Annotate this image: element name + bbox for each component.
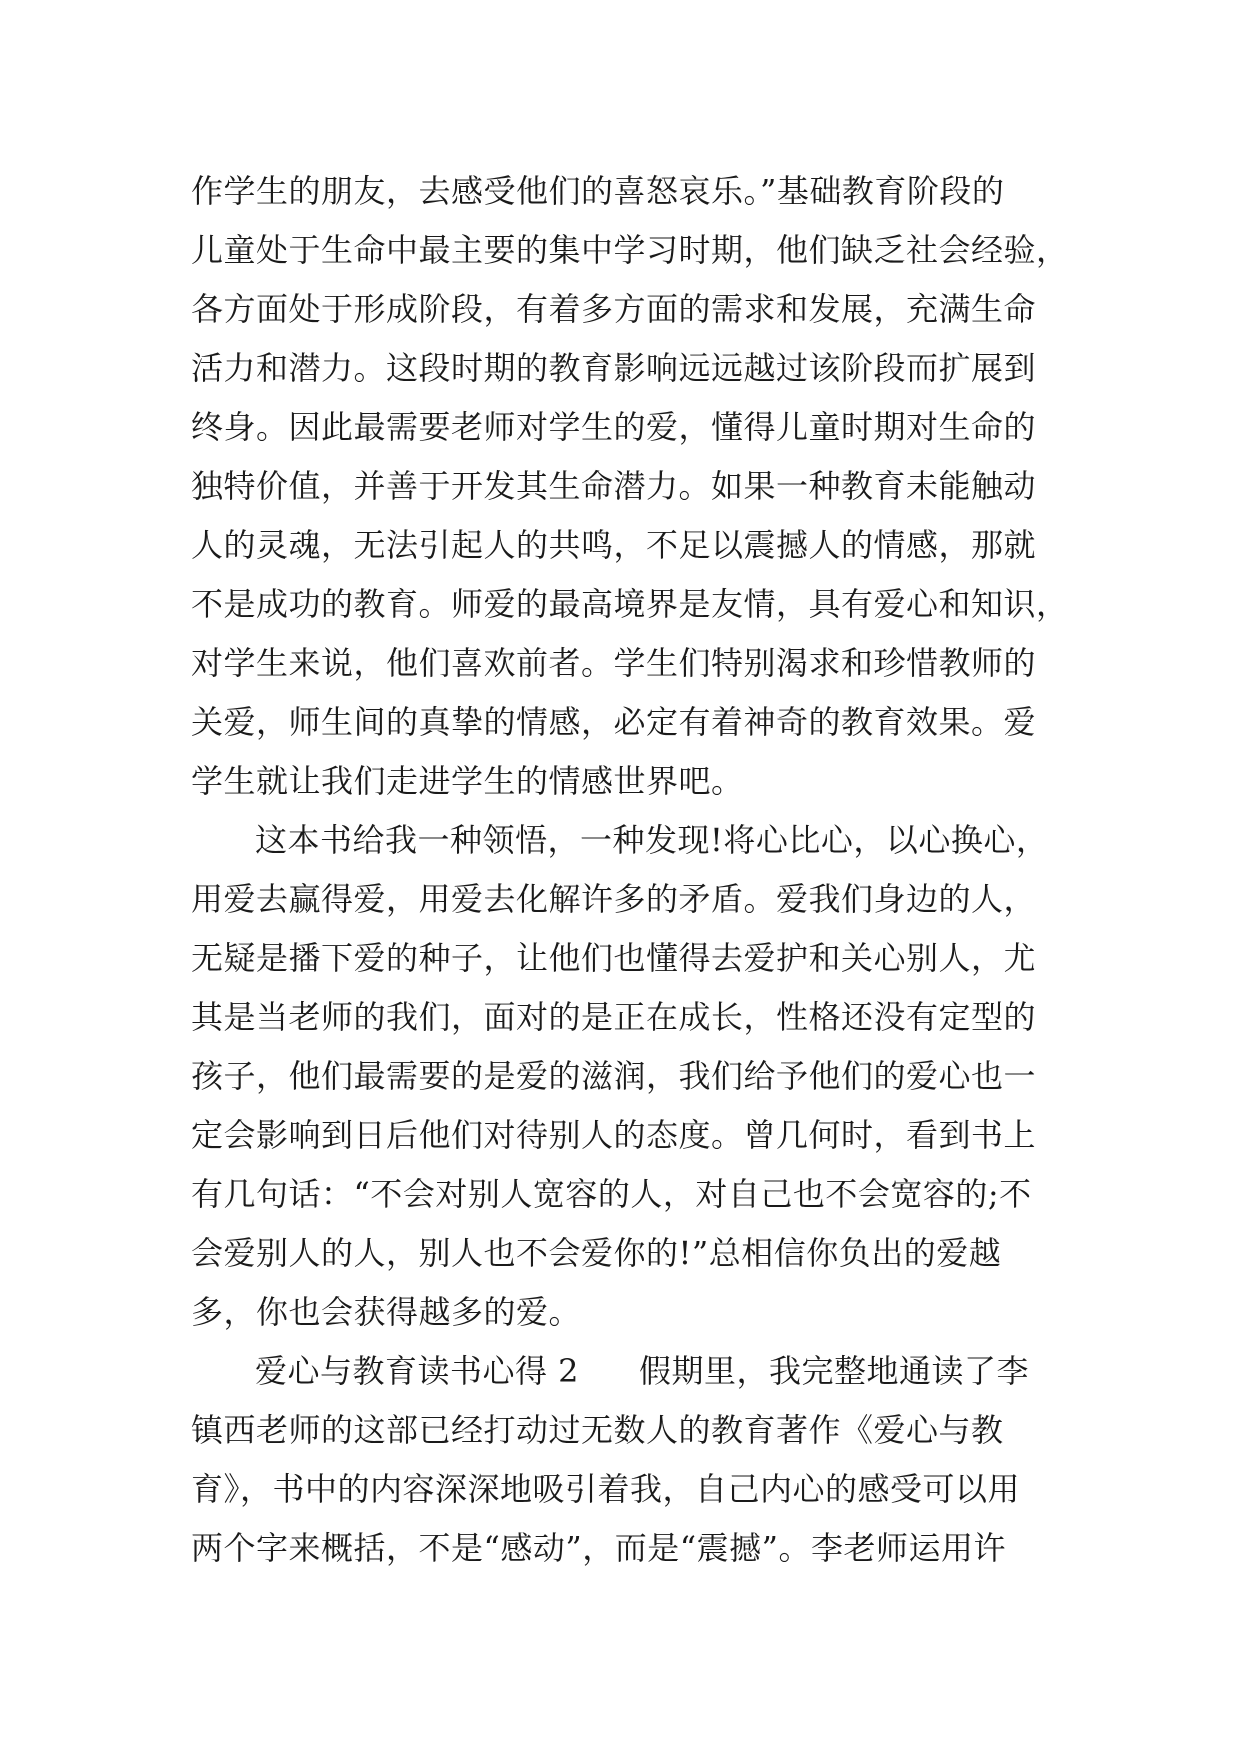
text-line: 各方面处于形成阶段，有着多方面的需求和发展，充满生命 xyxy=(191,290,1037,328)
text-line: 对学生来说，他们喜欢前者。学生们特别渴求和珍惜教师的 xyxy=(191,644,1037,682)
text-line: 用爱去赢得爱，用爱去化解许多的矛盾。爱我们身边的人， xyxy=(191,880,1037,918)
heading-line xyxy=(191,1342,1091,1401)
text-line: 无疑是播下爱的种子，让他们也懂得去爱护和关心别人，尤 xyxy=(191,939,1037,977)
text-line: 活力和潜力。这段时期的教育影响远远越过该阶段而扩展到 xyxy=(191,349,1037,387)
text-line: 两个字来概括，不是“感动”，而是“震撼”。李老师运用许 xyxy=(191,1529,1006,1567)
text-line: 作学生的朋友，去感受他们的喜怒哀乐。”基础教育阶段的 xyxy=(191,172,1005,210)
document-body xyxy=(191,162,1091,1578)
text-line: 会爱别人的人，别人也不会爱你的!”总相信你负出的爱越 xyxy=(191,1234,1002,1272)
text-line: 定会影响到日后他们对待别人的态度。曾几何时，看到书上 xyxy=(191,1116,1037,1154)
text-line: 关爱，师生间的真挚的情感，必定有着神奇的教育效果。爱 xyxy=(191,703,1037,741)
paragraph-1 xyxy=(191,162,1091,811)
text-line: 有几句话：“不会对别人宽容的人，对自己也不会宽容的;不 xyxy=(191,1175,1032,1213)
text-line: 独特价值，并善于开发其生命潜力。如果一种教育未能触动 xyxy=(191,467,1037,505)
text-line: 终身。因此最需要老师对学生的爱，懂得儿童时期对生命的 xyxy=(191,408,1037,446)
text-line: 镇西老师的这部已经打动过无数人的教育著作《爱心与教 xyxy=(191,1411,1004,1449)
text-line: 学生就让我们走进学生的情感世界吧。 xyxy=(191,762,744,800)
text-line: 孩子，他们最需要的是爱的滋润，我们给予他们的爱心也一 xyxy=(191,1057,1037,1095)
text-line: 儿童处于生命中最主要的集中学习时期，他们缺乏社会经验， xyxy=(191,231,1069,269)
text-fragment: 假期里，我完整地通读了李 xyxy=(639,1352,1030,1390)
text-line: 其是当老师的我们，面对的是正在成长，性格还没有定型的 xyxy=(191,998,1037,1036)
text-line: 人的灵魂，无法引起人的共鸣，不足以震撼人的情感，那就 xyxy=(191,526,1037,564)
text-line: 育》，书中的内容深深地吸引着我，自己内心的感受可以用 xyxy=(191,1470,1021,1508)
section-heading: 爱心与教育读书心得 2 xyxy=(255,1352,580,1390)
paragraph-3 xyxy=(191,1342,1091,1578)
text-line: 这本书给我一种领悟，一种发现!将心比心，以心换心， xyxy=(255,821,1049,859)
text-line: 不是成功的教育。师爱的最高境界是友情，具有爱心和知识， xyxy=(191,585,1069,623)
paragraph-2 xyxy=(191,811,1091,1342)
text-line: 多，你也会获得越多的爱。 xyxy=(191,1293,582,1331)
